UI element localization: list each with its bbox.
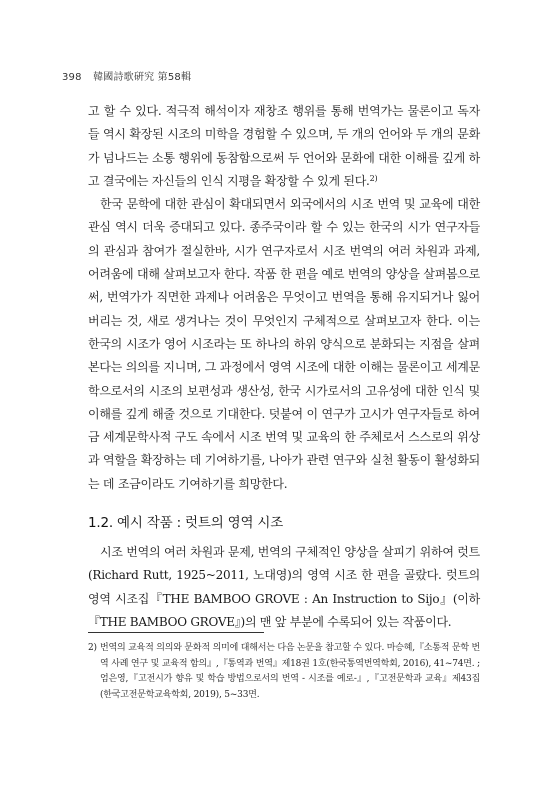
paragraph-1 — [88, 100, 480, 193]
running-header — [62, 68, 191, 83]
footnote-text: 번역의 교육적 의의와 문화적 의미에 대해서는 다음 논문을 참고할 수 있다. 마승혜,『소통적 문학 번역 사례 연구 및 교육적 함의』,『통역과 번역』제18권 1호(한국통역번역학회, 2016), 41~74면. ; 엄은영,『고전시가 향유 및 학습 방법으로서의 번역 - 시조를 예로-』,『고전문학과 교육』제43집(한국고전문학교육학회, 2019), 5~33면. — [100, 643, 480, 700]
footnote-divider — [88, 632, 264, 633]
page-number: 398 — [62, 72, 82, 83]
journal-title: 韓國詩歌硏究 第58輯 — [93, 72, 192, 83]
section-paragraph: 시조 번역의 여러 차원과 문제, 번역의 구체적인 양상을 살피기 위하여 럿트(Richard Rutt, 1925~2011, 노대영)의 영역 시조 한 편을 골랐다. 럿트의 영역 시조집『THE BAMBOO GROVE : An Instruction to Sijo』(이하『THE BAMBOO GROVE』)의 맨 앞 부분에 수록되어 있는 작품이다. — [88, 545, 480, 629]
footnote — [88, 641, 480, 703]
paragraph-2: 한국 문학에 대한 관심이 확대되면서 외국에서의 시조 번역 및 교육에 대한 관심 역시 더욱 증대되고 있다. 종주국이라 할 수 있는 한국의 시가 연구자들의 관심과 참여가 절실한바, 시가 연구자로서 시조 번역의 여러 차원과 과제, 어려움에 대해 살펴보고자 한다. 작품 한 편을 예로 번역의 양상을 살펴봄으로써, 번역가가 직면한 과제나 어려움은 무엇이고 번역을 통해 유지되거나 잃어버리는 것, 새로 생겨나는 것이 무엇인지 구체적으로 살펴보고자 한다. 이는 한국의 시조가 영어 시조라는 또 하나의 하위 양식으로 분화되는 지점을 살펴본다는 의의를 지니며, 그 과정에서 영역 시조에 대한 이해는 물론이고 세계문학으로서의 시조의 보편성과 생산성, 한국 시가로서의 고유성에 대한 인식 및 이해를 깊게 해줄 것으로 기대한다. 덧붙여 이 연구가 고시가 연구자들로 하여금 세계문학사적 구도 속에서 시조 번역 및 교육의 한 주체로서 스스로의 위상과 역할을 확장하는 데 기여하기를, 나아가 관련 연구와 실천 활동이 활성화되는 데 조금이라도 기여하기를 희망한다. — [88, 197, 480, 491]
paragraph-1-text: 고 할 수 있다. 적극적 해석이자 재창조 행위를 통해 번역가는 물론이고 독자들 역시 확장된 시조의 미학을 경험할 수 있으며, 두 개의 언어와 두 개의 문화가 넘나드는 소통 행위에 동참함으로써 두 언어와 문화에 대한 이해를 깊게 하고 결국에는 자신들의 인식 지평을 확장할 수 있게 된다. — [88, 104, 480, 188]
footnote-number: 2) — [88, 643, 97, 653]
section-heading: 1.2. 예시 작품 : 럿트의 영역 시조 — [88, 515, 284, 531]
footnote-reference[interactable]: 2) — [369, 173, 378, 183]
body-text — [88, 100, 480, 496]
